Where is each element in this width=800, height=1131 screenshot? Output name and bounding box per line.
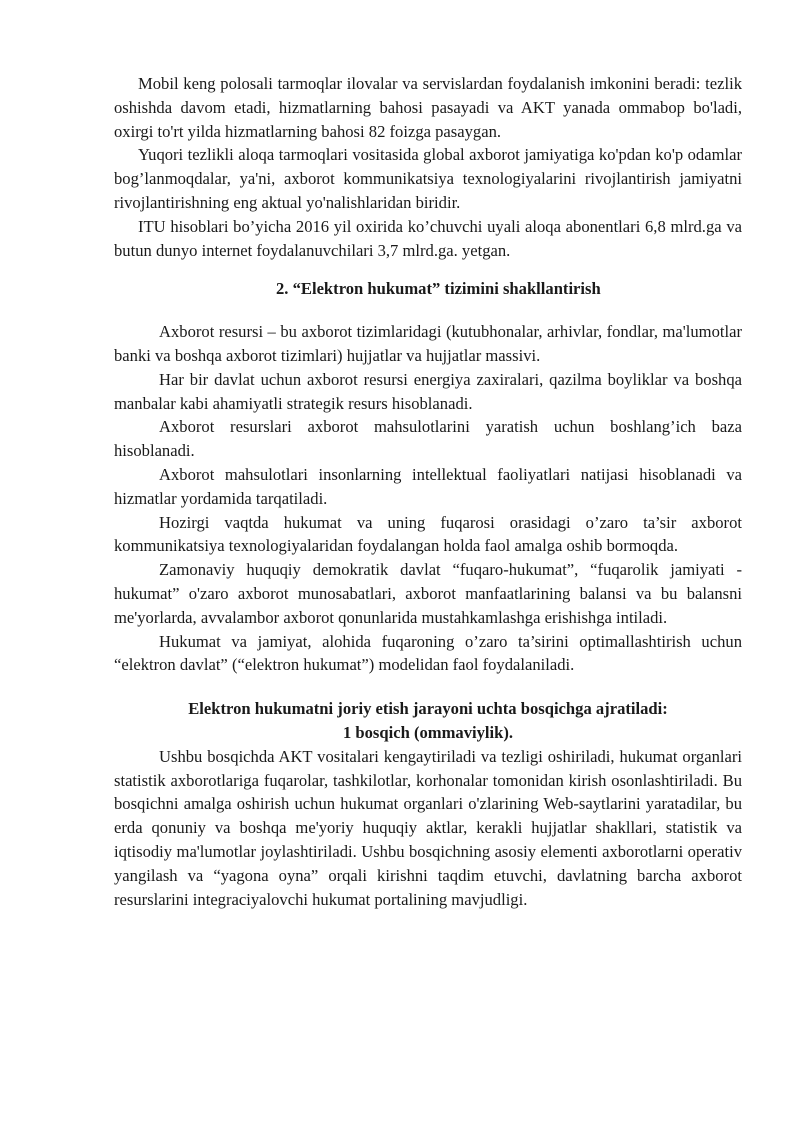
intro-paragraph: ITU hisoblari bo’yicha 2016 yil oxirida ko’chuvchi uyali aloqa abonentlari 6,8 mlrd.ga va butun dunyo internet foydalanuvchilari 3,7 mlrd.ga. yetgan. [114, 216, 742, 260]
document-body [114, 72, 742, 911]
intro-paragraph: Yuqori tezlikli aloqa tarmoqlari vositasida global axborot jamiyatiga ko'pdan ko'p odamlar bog’lanmoqdalar, ya'ni, axborot kommunikatsiya texnologiyalarini rivojlantirish jamiyatni rivojlantirishning eng aktual yo'nalishlaridan biridir. [114, 145, 742, 212]
body-paragraph: Axborot resurslari axborot mahsulotlarini yaratish uchun boshlang’ich baza hisoblanadi. [114, 417, 742, 461]
stage-1-paragraph: Ushbu bosqichda AKT vositalari kengaytiriladi va tezligi oshiriladi, hukumat organlari statistik axborotlariga fuqarolar, tashkilotlar, korhonalar tomonidan kirish osonlashtiriladi. Bu bosqichni amalga oshirish uchun hukumat organlari o'zlarining Web-saytlarini yaratadilar, bu erda qonuniy va boshqa me'yoriy huquqiy aktlar, kerakli hujjatlar shakllari, statistik va iqtisodiy ma'lumotlar joylashtiriladi. Ushbu bosqichning asosiy elementi axborotlarni operativ yangilash va “yagona oyna” orqali kirishni taqdim etuvchi, davlatning barcha axborot resurslarini integraciyalovchi hukumat portalining mavjudligi. [114, 746, 742, 909]
body-paragraph: Zamonaviy huquqiy demokratik davlat “fuqaro-hukumat”, “fuqarolik jamiyati - hukumat” o'zaro axborot munosabatlari, axborot manfaatlarining balansi va bu balansni me'yorlarda, avvalambor axborot qonunlarida mustahkamlashga erishishga intiladi. [114, 560, 742, 627]
body-paragraph: Hukumat va jamiyat, alohida fuqaroning o’zaro ta’sirini optimallashtirish uchun “elektron davlat” (“elektron hukumat”) modelidan faol foydalaniladi. [114, 631, 742, 675]
spacer [114, 677, 742, 697]
body-paragraph: Hozirgi vaqtda hukumat va uning fuqarosi orasidagi o’zaro ta’sir axborot kommunikatsiya texnologiyalaridan foydalangan holda faol amalga oshib bormoqda. [114, 512, 742, 556]
intro-paragraph: Mobil keng polosali tarmoqlar ilovalar va servislardan foydalanish imkonini beradi: tezlik oshishda davom etadi, hizmatlarning bahosi pasayadi va AKT yanada ommabop bo'ladi, oxirgi to'rt yilda hizmatlarning bahosi 82 foizga pasaygan. [114, 74, 742, 141]
section-heading: 2. “Elektron hukumat” tizimini shakllantirish [276, 279, 601, 299]
stages-heading: Elektron hukumatni joriy etish jarayoni uchta bosqichga ajratiladi: [188, 699, 668, 719]
body-paragraph: Axborot mahsulotlari insonlarning intellektual faoliyatlari natijasi hisoblanadi va hizmatlar yordamida tarqatiladi. [114, 464, 742, 508]
stage-1-heading: 1 bosqich (ommaviylik). [342, 722, 514, 742]
body-paragraph: Axborot resursi – bu axborot tizimlaridagi (kutubhonalar, arhivlar, fondlar, ma'lumotlar banki va boshqa axborot tizimlari) hujjatlar va hujjatlar massivi. [114, 322, 742, 365]
body-paragraph: Har bir davlat uchun axborot resursi energiya zaxiralari, qazilma boyliklar va boshqa manbalar kabi ahamiyatli strategik resurs hisoblanadi. [114, 369, 742, 413]
